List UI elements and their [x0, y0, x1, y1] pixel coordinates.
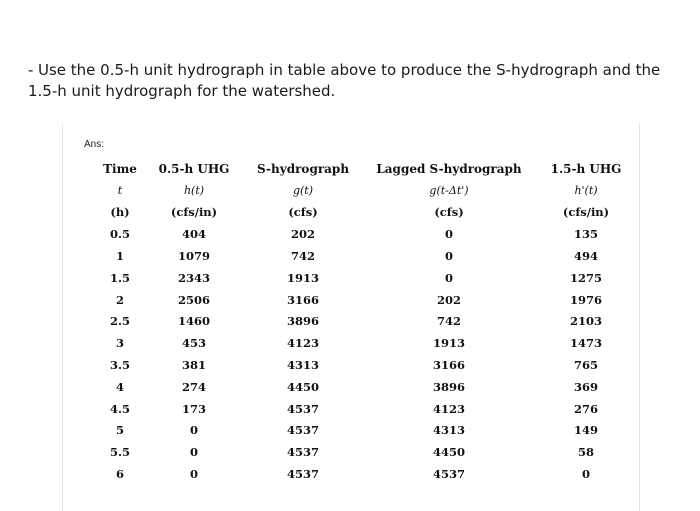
table-symbol-row — [98, 180, 634, 202]
cell-lagged: 4123 — [432, 401, 465, 416]
cell-lagged: 4313 — [432, 423, 465, 438]
cell-time: 0.5 — [109, 227, 130, 242]
cell-lagged: 0 — [444, 227, 453, 242]
answer-label: Ans: — [84, 139, 105, 150]
symbol-s-hydrograph: g(t) — [292, 184, 314, 198]
unit-uhg-05: (cfs/in) — [170, 205, 218, 220]
cell-time: 5.5 — [109, 445, 130, 460]
table-unit-row — [98, 202, 634, 224]
cell-lagged: 202 — [436, 292, 461, 307]
cell-time: 4.5 — [109, 401, 130, 416]
cell-s-hydrograph: 742 — [290, 249, 315, 264]
cell-uhg-05: 404 — [181, 227, 206, 242]
cell-lagged: 4537 — [432, 467, 465, 482]
table-row — [98, 398, 634, 420]
table-row — [98, 289, 634, 311]
table-row — [98, 223, 634, 245]
cell-uhg-05: 1460 — [177, 314, 210, 329]
table-row — [98, 245, 634, 267]
table-row — [98, 332, 634, 354]
cell-lagged: 4450 — [432, 445, 465, 460]
cell-time: 1 — [115, 249, 124, 264]
cell-uhg-05: 453 — [181, 336, 206, 351]
cell-uhg-05: 2506 — [177, 292, 210, 307]
cell-s-hydrograph: 202 — [290, 227, 315, 242]
table-row — [98, 267, 634, 289]
table-row — [98, 311, 634, 333]
cell-uhg-05: 0 — [189, 467, 198, 482]
cell-uhg-05: 0 — [189, 423, 198, 438]
unit-uhg-15: (cfs/in) — [562, 205, 610, 220]
table-row — [98, 420, 634, 442]
cell-uhg-05: 173 — [181, 401, 206, 416]
cell-uhg-15: 135 — [573, 227, 598, 242]
cell-uhg-15: 1976 — [569, 292, 602, 307]
cell-time: 3 — [115, 336, 124, 351]
cell-uhg-15: 276 — [573, 401, 598, 416]
cell-lagged: 3166 — [432, 358, 465, 373]
cell-time: 1.5 — [109, 270, 130, 285]
cell-uhg-15: 58 — [577, 445, 594, 460]
cell-s-hydrograph: 4123 — [286, 336, 319, 351]
cell-s-hydrograph: 4537 — [286, 445, 319, 460]
table-row — [98, 354, 634, 376]
cell-time: 5 — [115, 423, 124, 438]
table-row — [98, 441, 634, 463]
cell-time: 6 — [115, 467, 124, 482]
symbol-uhg-15: h'(t) — [574, 184, 598, 198]
header-time: Time — [103, 161, 137, 176]
cell-s-hydrograph: 1913 — [286, 270, 319, 285]
cell-lagged: 0 — [444, 249, 453, 264]
cell-s-hydrograph: 4313 — [286, 358, 319, 373]
header-lagged-s-hydrograph: Lagged S-hydrograph — [376, 161, 522, 176]
cell-uhg-15: 149 — [573, 423, 598, 438]
table-row — [98, 463, 634, 485]
question-body: Use the 0.5-h unit hydrograph in table above to produce the S-hydrograph and the 1.5-h unit hydrograph for the watershed. — [28, 61, 661, 100]
question-text — [28, 60, 688, 102]
table-row — [98, 376, 634, 398]
table-body — [98, 223, 634, 485]
cell-time: 2 — [115, 292, 124, 307]
cell-time: 3.5 — [109, 358, 130, 373]
cell-time: 2.5 — [109, 314, 130, 329]
cell-s-hydrograph: 4537 — [286, 467, 319, 482]
cell-uhg-05: 0 — [189, 445, 198, 460]
header-uhg-15: 1.5-h UHG — [550, 161, 622, 176]
cell-lagged: 1913 — [432, 336, 465, 351]
cell-s-hydrograph: 3166 — [286, 292, 319, 307]
unit-time: (h) — [110, 205, 130, 220]
cell-lagged: 3896 — [432, 379, 465, 394]
cell-s-hydrograph: 4537 — [286, 401, 319, 416]
cell-uhg-15: 1473 — [569, 336, 602, 351]
cell-uhg-05: 381 — [181, 358, 206, 373]
cell-lagged: 0 — [444, 270, 453, 285]
cell-time: 4 — [115, 379, 124, 394]
cell-uhg-05: 1079 — [177, 249, 210, 264]
cell-uhg-15: 494 — [573, 249, 598, 264]
cell-uhg-15: 1275 — [569, 270, 602, 285]
unit-lagged: (cfs) — [434, 205, 464, 220]
symbol-time: t — [117, 184, 123, 198]
header-uhg-05: 0.5-h UHG — [158, 161, 230, 176]
cell-uhg-15: 765 — [573, 358, 598, 373]
question-dash: - — [28, 61, 34, 79]
cell-lagged: 742 — [436, 314, 461, 329]
cell-uhg-15: 0 — [581, 467, 590, 482]
cell-uhg-15: 369 — [573, 379, 598, 394]
cell-s-hydrograph: 4537 — [286, 423, 319, 438]
cell-uhg-05: 2343 — [177, 270, 210, 285]
cell-uhg-15: 2103 — [569, 314, 602, 329]
symbol-uhg-05: h(t) — [183, 184, 205, 198]
cell-s-hydrograph: 3896 — [286, 314, 319, 329]
cell-s-hydrograph: 4450 — [286, 379, 319, 394]
unit-s-hydrograph: (cfs) — [288, 205, 318, 220]
header-s-hydrograph: S-hydrograph — [256, 161, 350, 176]
symbol-lagged: g(t-Δt') — [429, 184, 469, 198]
table-header-row — [98, 158, 634, 180]
cell-uhg-05: 274 — [181, 379, 206, 394]
hydrograph-table — [98, 158, 634, 485]
